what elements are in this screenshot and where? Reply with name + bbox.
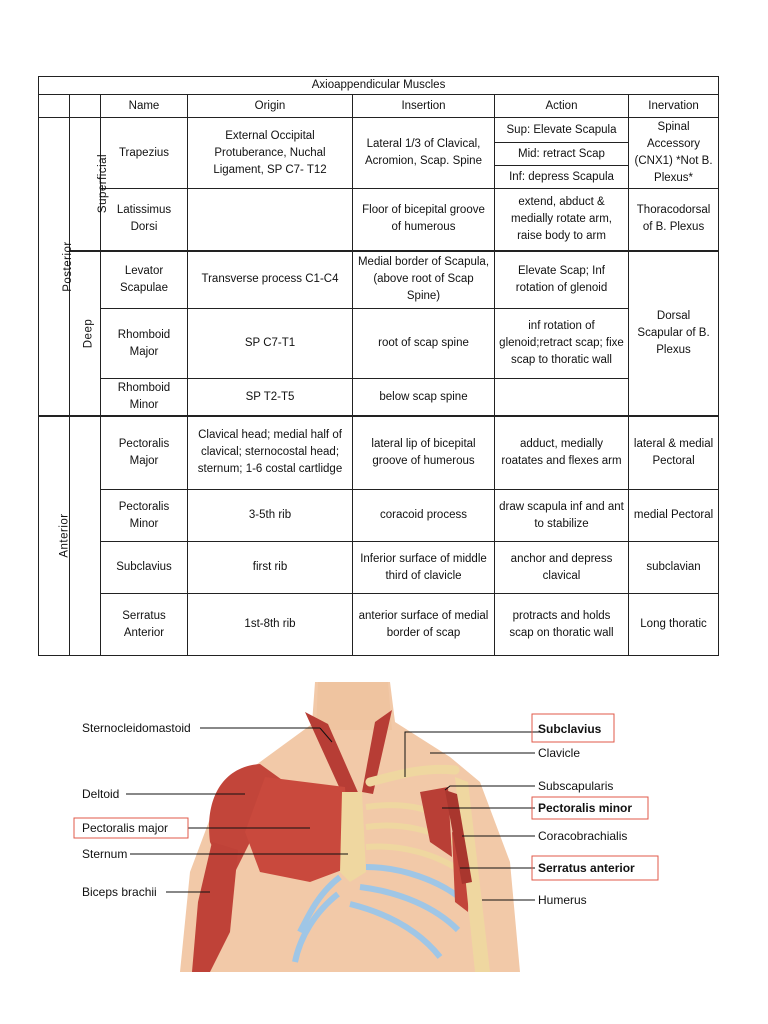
label-subscapularis: Subscapularis (538, 779, 614, 793)
header-action: Action (495, 95, 629, 118)
label-coracobrachialis: Coracobrachialis (538, 829, 628, 843)
muscle-innervation: Thoracodorsal of B. Plexus (629, 189, 719, 251)
muscle-action: anchor and depress clavical (495, 542, 629, 594)
muscle-name: Levator Scapulae (101, 251, 188, 309)
muscle-action: protracts and holds scap on thoratic wall (495, 594, 629, 656)
muscle-action: inf rotation of glenoid;retract scap; fixe scap to thoratic wall (495, 309, 629, 379)
muscle-innervation: Long thoratic (629, 594, 719, 656)
label-humerus: Humerus (538, 893, 587, 907)
muscle-action: draw scapula inf and ant to stabilize (495, 490, 629, 542)
muscle-insertion: coracoid process (353, 490, 495, 542)
pectoralis-major-muscle (245, 777, 350, 882)
muscle-origin: SP T2-T5 (188, 379, 353, 416)
group-superficial-cell (70, 118, 110, 251)
region-anterior-cell (39, 416, 70, 656)
header-blank (39, 95, 70, 118)
muscle-name: Subclavius (101, 542, 188, 594)
anatomy-illustration (70, 682, 700, 972)
label-pectoralis-minor: Pectoralis minor (538, 801, 633, 815)
muscle-name: Serratus Anterior (101, 594, 188, 656)
region-posterior-cell (39, 118, 74, 416)
muscle-action: Mid: retract Scap (495, 143, 629, 166)
muscle-action: Inf: depress Scapula (495, 166, 629, 189)
muscle-origin: Transverse process C1-C4 (188, 251, 353, 309)
muscle-insertion: Floor of bicepital groove of humerous (353, 189, 495, 251)
label-biceps-brachii: Biceps brachii (82, 885, 157, 899)
muscle-origin: 1st-8th rib (188, 594, 353, 656)
muscle-origin: Clavical head; medial half of clavical; sternocostal head; sternum; 1-6 costal cartlidge (188, 416, 353, 490)
muscle-insertion: Medial border of Scapula, (above root of Scap Spine) (353, 251, 495, 309)
muscle-name: Latissimus Dorsi (101, 189, 188, 251)
header-insertion: Insertion (353, 95, 495, 118)
muscle-insertion: Inferior surface of middle third of clavicle (353, 542, 495, 594)
group-deep-label: Deep (82, 318, 95, 348)
muscle-insertion: anterior surface of medial border of scap (353, 594, 495, 656)
header-inervation: Inervation (629, 95, 719, 118)
muscle-innervation: medial Pectoral (629, 490, 719, 542)
label-subclavius: Subclavius (538, 722, 602, 736)
group-anterior-blank (70, 416, 101, 656)
muscle-action: Sup: Elevate Scapula (495, 118, 629, 143)
region-anterior-label: Anterior (58, 513, 71, 558)
group-superficial-label: Superficial (97, 154, 110, 214)
header-blank (70, 95, 101, 118)
axioappendicular-muscles-table (38, 76, 719, 656)
muscle-insertion: root of scap spine (353, 309, 495, 379)
header-origin: Origin (188, 95, 353, 118)
muscle-name: Rhomboid Minor (101, 379, 188, 416)
label-clavicle: Clavicle (538, 746, 581, 760)
muscle-innervation: subclavian (629, 542, 719, 594)
muscle-action: Elevate Scap; Inf rotation of glenoid (495, 251, 629, 309)
muscle-name: Pectoralis Minor (101, 490, 188, 542)
muscle-action: adduct, medially roatates and flexes arm (495, 416, 629, 490)
muscle-action: extend, abduct & medially rotate arm, raise body to arm (495, 189, 629, 251)
label-serratus-anterior: Serratus anterior (538, 861, 635, 875)
sternum-bone (340, 792, 366, 882)
muscle-action (495, 379, 629, 416)
muscle-origin: first rib (188, 542, 353, 594)
region-posterior-label: Posterior (61, 240, 74, 292)
muscle-origin: SP C7-T1 (188, 309, 353, 379)
muscle-insertion: Lateral 1/3 of Clavical, Acromion, Scap. Spine (353, 118, 495, 189)
anatomy-figure (70, 682, 700, 972)
muscle-innervation: Spinal Accessory (CNX1) *Not B. Plexus* (629, 118, 719, 189)
label-sternocleidomastoid: Sternocleidomastoid (82, 721, 191, 735)
header-name: Name (101, 95, 188, 118)
muscle-innervation: lateral & medial Pectoral (629, 416, 719, 490)
label-deltoid: Deltoid (82, 787, 120, 801)
muscle-innervation: Dorsal Scapular of B. Plexus (629, 251, 719, 416)
muscle-insertion: below scap spine (353, 379, 495, 416)
muscle-origin: External Occipital Protuberance, Nuchal Ligament, SP C7- T12 (188, 118, 353, 189)
muscle-origin: 3-5th rib (188, 490, 353, 542)
label-pectoralis-major: Pectoralis major (82, 821, 169, 835)
muscle-name: Pectoralis Major (101, 416, 188, 490)
label-sternum: Sternum (82, 847, 128, 861)
muscle-name: Rhomboid Major (101, 309, 188, 379)
table-title: Axioappendicular Muscles (39, 77, 719, 95)
muscle-insertion: lateral lip of bicepital groove of humerous (353, 416, 495, 490)
muscle-origin (188, 189, 353, 251)
muscle-name: Trapezius (101, 118, 188, 189)
